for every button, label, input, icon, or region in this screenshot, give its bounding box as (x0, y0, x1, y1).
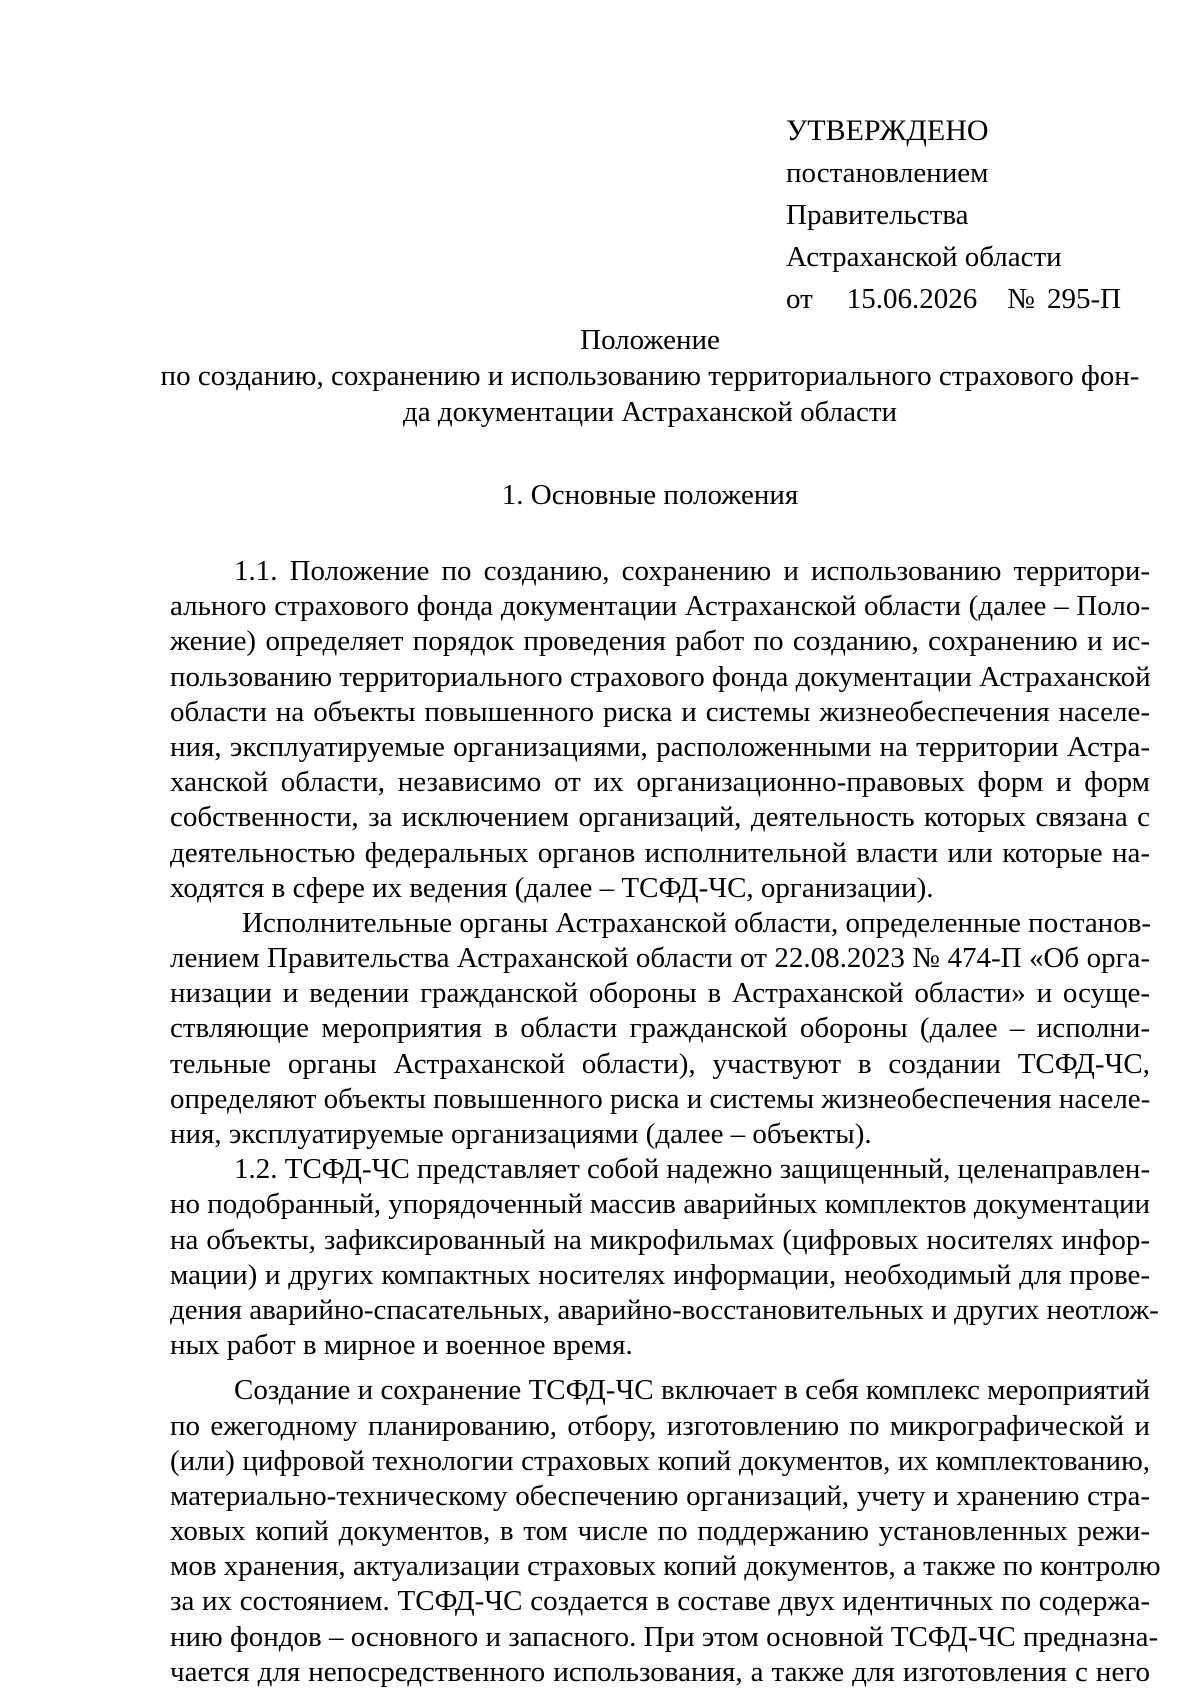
approval-line-3: Астраханской области (786, 241, 1062, 273)
title-line-1: Положение (580, 324, 720, 356)
approval-from-word: от (786, 283, 813, 315)
section-heading: 1. Основные положения (501, 479, 799, 511)
title-line-3: да документации Астраханской области (402, 396, 898, 428)
document-title (160, 322, 1140, 430)
text-line: на объекты, зафиксированный на микрофильмах (цифровых носителях инфор- (170, 1223, 1150, 1256)
text-line: дения аварийно-спасательных, аварийно-восстановительных и других неотлож- (170, 1293, 1159, 1326)
text-line: области на объекты повышенного риска и системы жизнеобеспечения населе- (170, 695, 1150, 728)
text-line: Создание и сохранение ТСФД-ЧС включает в себя комплекс мероприятий (234, 1374, 1150, 1407)
text-line: ханской области, независимо от их организационно-правовых форм и форм (170, 766, 1150, 799)
text-line: определяют объекты повышенного риска и системы жизнеобеспечения населе- (170, 1082, 1151, 1115)
paragraph-gap (170, 1363, 1150, 1373)
approval-date: 15.06.2026 (846, 283, 978, 315)
text-line: ния, эксплуатируемые организациями (далее – объекты). (170, 1118, 872, 1150)
text-line: лением Правительства Астраханской области от 22.08.2023 № 474-П «Об орга- (170, 942, 1150, 975)
text-line: 1.2. ТСФД-ЧС представляет собой надежно защищенный, целенаправлен- (234, 1153, 1151, 1186)
text-line: ных работ в мирное и военное время. (170, 1329, 633, 1362)
paragraph-1-1 (170, 554, 1150, 906)
text-line: пользованию территориального страхового фонда документации Астраханской (170, 660, 1151, 693)
text-line: по ежегодному планированию, отбору, изготовлению по микрографической и (170, 1409, 1150, 1442)
approval-heading: УТВЕРЖДЕНО (786, 114, 989, 147)
approval-number: 295-П (1046, 283, 1122, 315)
paragraph-creation (170, 1373, 1161, 1690)
text-line: (или) цифровой технологии страховых копий документов, их комплектованию, (170, 1444, 1150, 1477)
text-line: ходятся в сфере их ведения (далее – ТСФД-ЧС, организации). (170, 871, 934, 904)
approval-number-sign: № (1007, 283, 1035, 315)
paragraph-executive-bodies (170, 906, 1150, 1152)
text-line: ния, эксплуатируемые организациями, расположенными на территории Астра- (170, 730, 1150, 763)
text-line: тельные органы Астраханской области), участвуют в создании ТСФД-ЧС, (170, 1047, 1150, 1080)
text-line: жение) определяет порядок проведения работ по созданию, сохранению и ис- (170, 625, 1150, 658)
text-line: собственности, за исключением организаций, деятельность которых связана с (170, 801, 1150, 834)
text-line: чается для непосредственного использования, а также для изготовления с него (170, 1655, 1150, 1688)
text-line: низации и ведении гражданской обороны в Астраханской области» и осуще- (170, 977, 1150, 1010)
text-line: мов хранения, актуализации страховых копий документов, а также по контролю (170, 1550, 1161, 1583)
approval-stamp (786, 110, 1121, 320)
text-line: за их состоянием. ТСФД-ЧС создается в составе двух идентичных по содержа- (170, 1585, 1150, 1618)
approval-line-2: Правительства (786, 199, 969, 231)
text-line: но подобранный, упорядоченный массив аварийных комплектов документации (170, 1188, 1151, 1221)
text-line: 1.1. Положение по созданию, сохранению и использованию территори- (234, 555, 1150, 587)
approval-line-1: постановлением (786, 157, 989, 189)
text-line: ального страхового фонда документации Астраханской области (далее – Поло- (170, 590, 1150, 623)
text-line: ствляющие мероприятия в области гражданской обороны (далее – исполни- (170, 1012, 1150, 1045)
paragraph-1-2 (170, 1152, 1159, 1363)
approval-number-line (786, 278, 1121, 320)
text-line: нию фондов – основного и запасного. При этом основной ТСФД-ЧС предназна- (170, 1620, 1159, 1653)
text-line: деятельностью федеральных органов исполнительной власти или которые на- (170, 836, 1150, 869)
text-line: материально-техническому обеспечению организаций, учету и хранению стра- (170, 1479, 1150, 1512)
document-body (170, 554, 1161, 1690)
text-line: ховых копий документов, в том числе по поддержанию установленных режи- (170, 1515, 1150, 1548)
text-line: Исполнительные органы Астраханской области, определенные постанов- (242, 906, 1152, 939)
title-line-2: по созданию, сохранению и использованию территориального страхового фон- (160, 360, 1140, 392)
text-line: мации) и других компактных носителях информации, необходимый для прове- (170, 1258, 1150, 1291)
